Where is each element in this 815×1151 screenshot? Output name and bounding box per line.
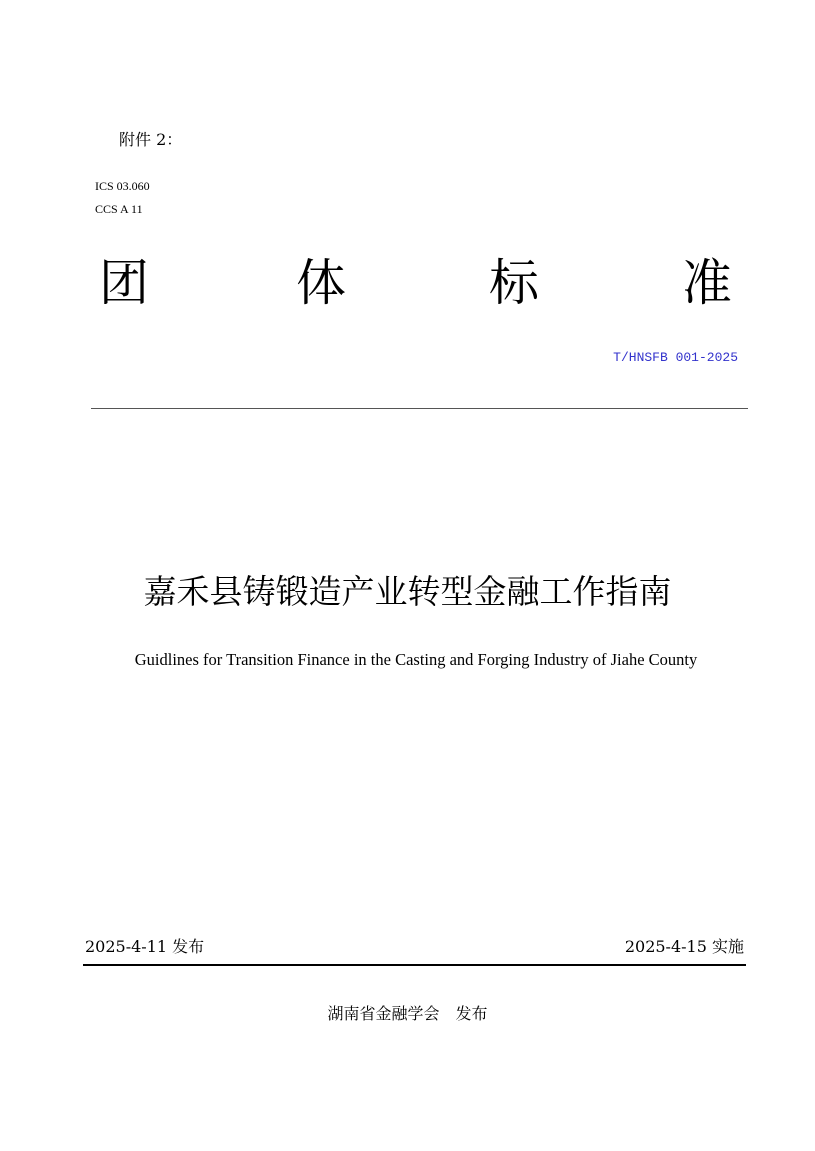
standard-type-char: 准	[682, 254, 732, 312]
standard-type-char: 体	[296, 254, 346, 312]
publish-date: 2025-4-11 发布	[85, 937, 205, 956]
bottom-divider	[83, 964, 746, 966]
document-title-en: Guidlines for Transition Finance in the Casting and Forging Industry of Jiahe County	[134, 650, 698, 669]
implement-date: 2025-4-15 实施	[624, 937, 744, 956]
document-title-cn: 嘉禾县铸锻造产业转型金融工作指南	[143, 572, 672, 611]
standard-type-char: 标	[489, 254, 539, 312]
attachment-label: 附件 2：	[119, 130, 183, 149]
top-divider	[91, 408, 748, 409]
publisher: 湖南省金融学会 发布	[327, 1004, 488, 1023]
standard-type-char: 团	[99, 254, 149, 312]
standard-code: T/HNSFB 001-2025	[613, 350, 738, 365]
ics-code: ICS 03.060	[95, 179, 150, 193]
ccs-code: CCS A 11	[95, 202, 143, 216]
